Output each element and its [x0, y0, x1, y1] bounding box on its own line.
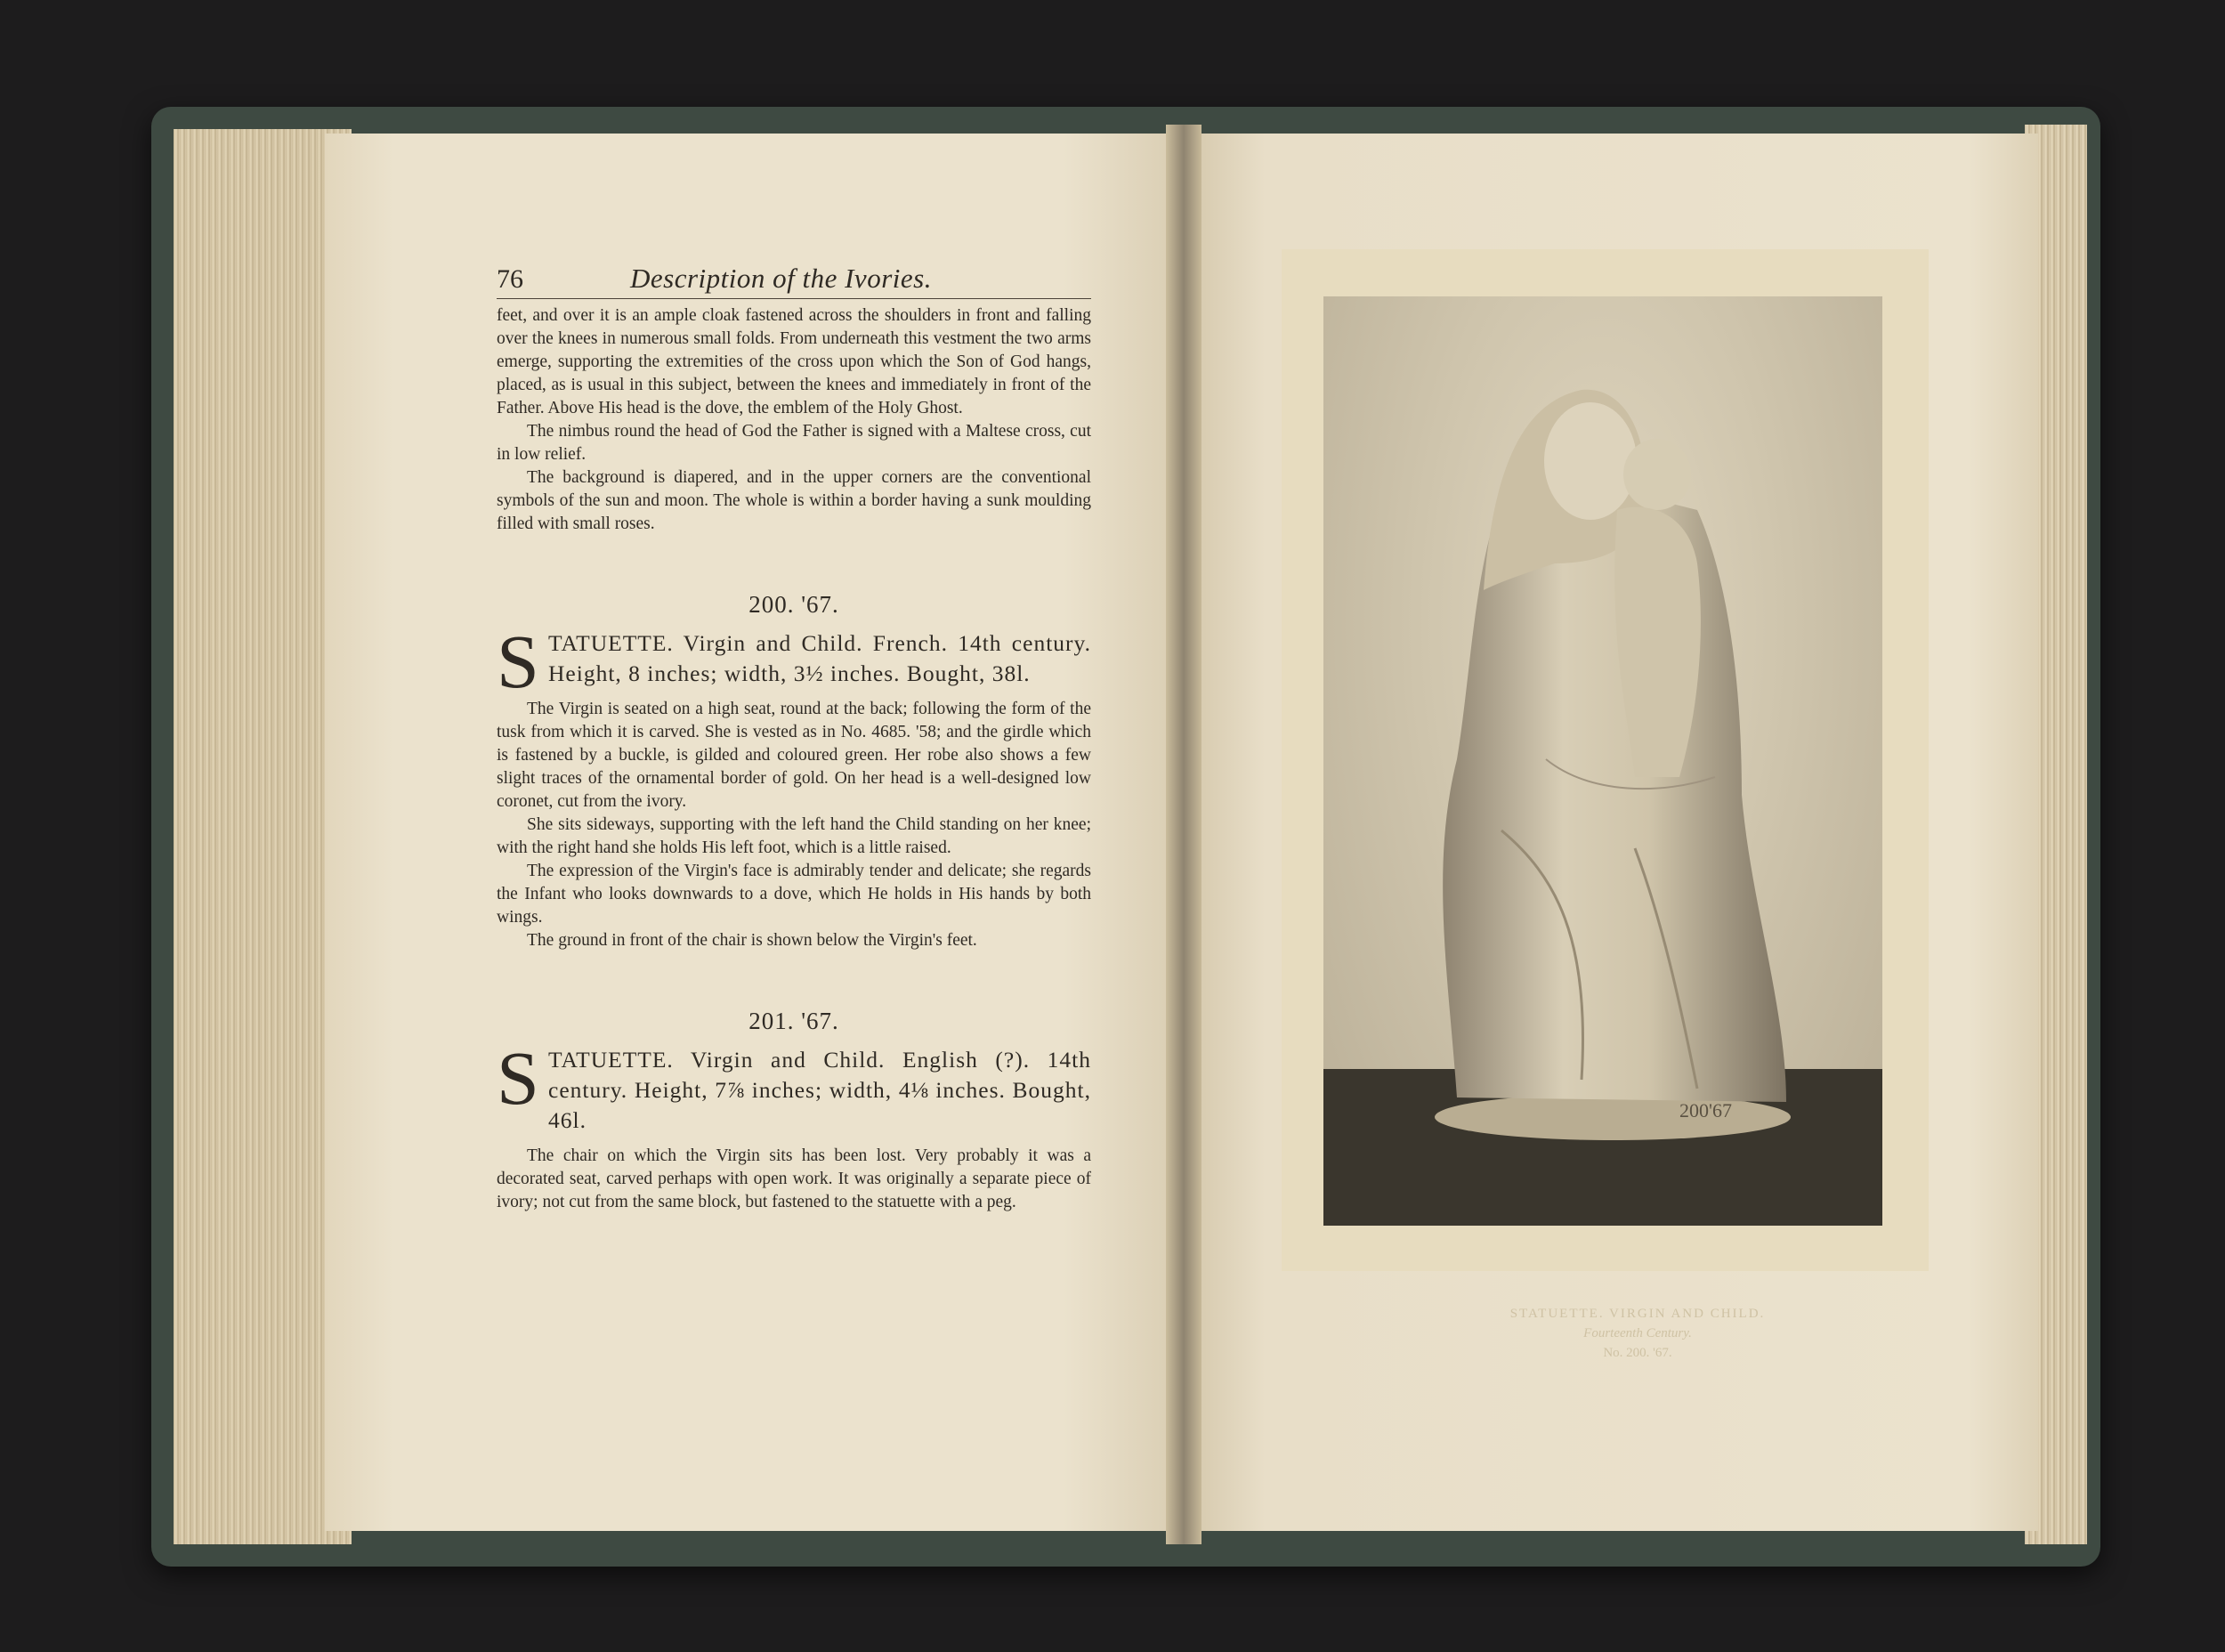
entry-heading: [497, 1035, 1091, 1136]
inventory-number-label: 200'67: [1679, 1099, 1732, 1122]
running-title: Description of the Ivories.: [630, 263, 932, 294]
entry-paragraph: The ground in front of the chair is shown below the Virgin's feet.: [527, 931, 977, 950]
continued-paragraph: The nimbus round the head of God the Father is signed with a Maltese cross, cut in low relief.: [497, 422, 1091, 464]
continued-paragraph: feet, and over it is an ample cloak fastened across the shoulders in front and falling over the knees in numerous small folds. From underneath this vestment the two arms emerge, supporting the extremities of the cross upon which the Son of God hangs, placed, as is usual in this subject, between the knees and immediately in front of the Father. Above His head is the dove, the emblem of the Holy Ghost.: [497, 306, 1091, 417]
page-number: 76: [497, 264, 523, 294]
entry-number: 201. '67.: [748, 1008, 839, 1034]
virgin-face: [1544, 402, 1637, 520]
entry-heading-text: TATUETTE. Virgin and Child. English (?). 14th century. Height, 7⅞ inches; width, 4⅛ inches. Bought, 46l.: [548, 1047, 1091, 1133]
caption-number: No. 200. '67.: [1603, 1346, 1672, 1360]
statuette-photograph: [1323, 296, 1882, 1226]
entry-heading: [497, 619, 1091, 704]
entry-heading-text: TATUETTE. Virgin and Child. French. 14th century. Height, 8 inches; width, 3½ inches. Bought, 38l.: [548, 630, 1091, 686]
entry-paragraph: The chair on which the Virgin sits has been lost. Very probably it was a decorated seat, carved perhaps with open work. It was originally a separate piece of ivory; not cut from the same block, but fastened to the statuette with a peg.: [497, 1146, 1091, 1211]
drop-cap: S: [497, 619, 539, 704]
book-gutter: [1166, 125, 1202, 1544]
caption-period: Fourteenth Century.: [1583, 1326, 1692, 1340]
running-head: [497, 263, 1091, 299]
child-head: [1623, 439, 1691, 510]
entry-number: 200. '67.: [748, 591, 839, 618]
caption-title: STATUETTE. VIRGIN AND CHILD.: [1509, 1307, 1766, 1321]
entry-paragraph: The expression of the Virgin's face is admirably tender and delicate; she regards the Infant who looks downwards to a dove, which He holds in His hands by both wings.: [497, 862, 1091, 927]
statuette-image: [1323, 296, 1882, 1226]
drop-cap: S: [497, 1035, 539, 1121]
continued-paragraph: The background is diapered, and in the upper corners are the conventional symbols of the sun and moon. The whole is within a border having a sunk moulding filled with small roses.: [497, 468, 1091, 533]
entry-paragraph: The Virgin is seated on a high seat, round at the back; following the form of the tusk from which it is carved. She is vested as in No. 4685. '58; and the girdle which is fastened by a buckle, is gilded and coloured green. Her robe also shows a few slight traces of the ornamental border of gold. On her head is a well-designed low coronet, cut from the ivory.: [497, 700, 1091, 811]
plate-caption: [1460, 1304, 1816, 1363]
left-page-text: [497, 263, 1091, 1214]
entry-paragraph: She sits sideways, supporting with the left hand the Child standing on her knee; with the right hand she holds His left foot, which is a little raised.: [497, 815, 1091, 857]
